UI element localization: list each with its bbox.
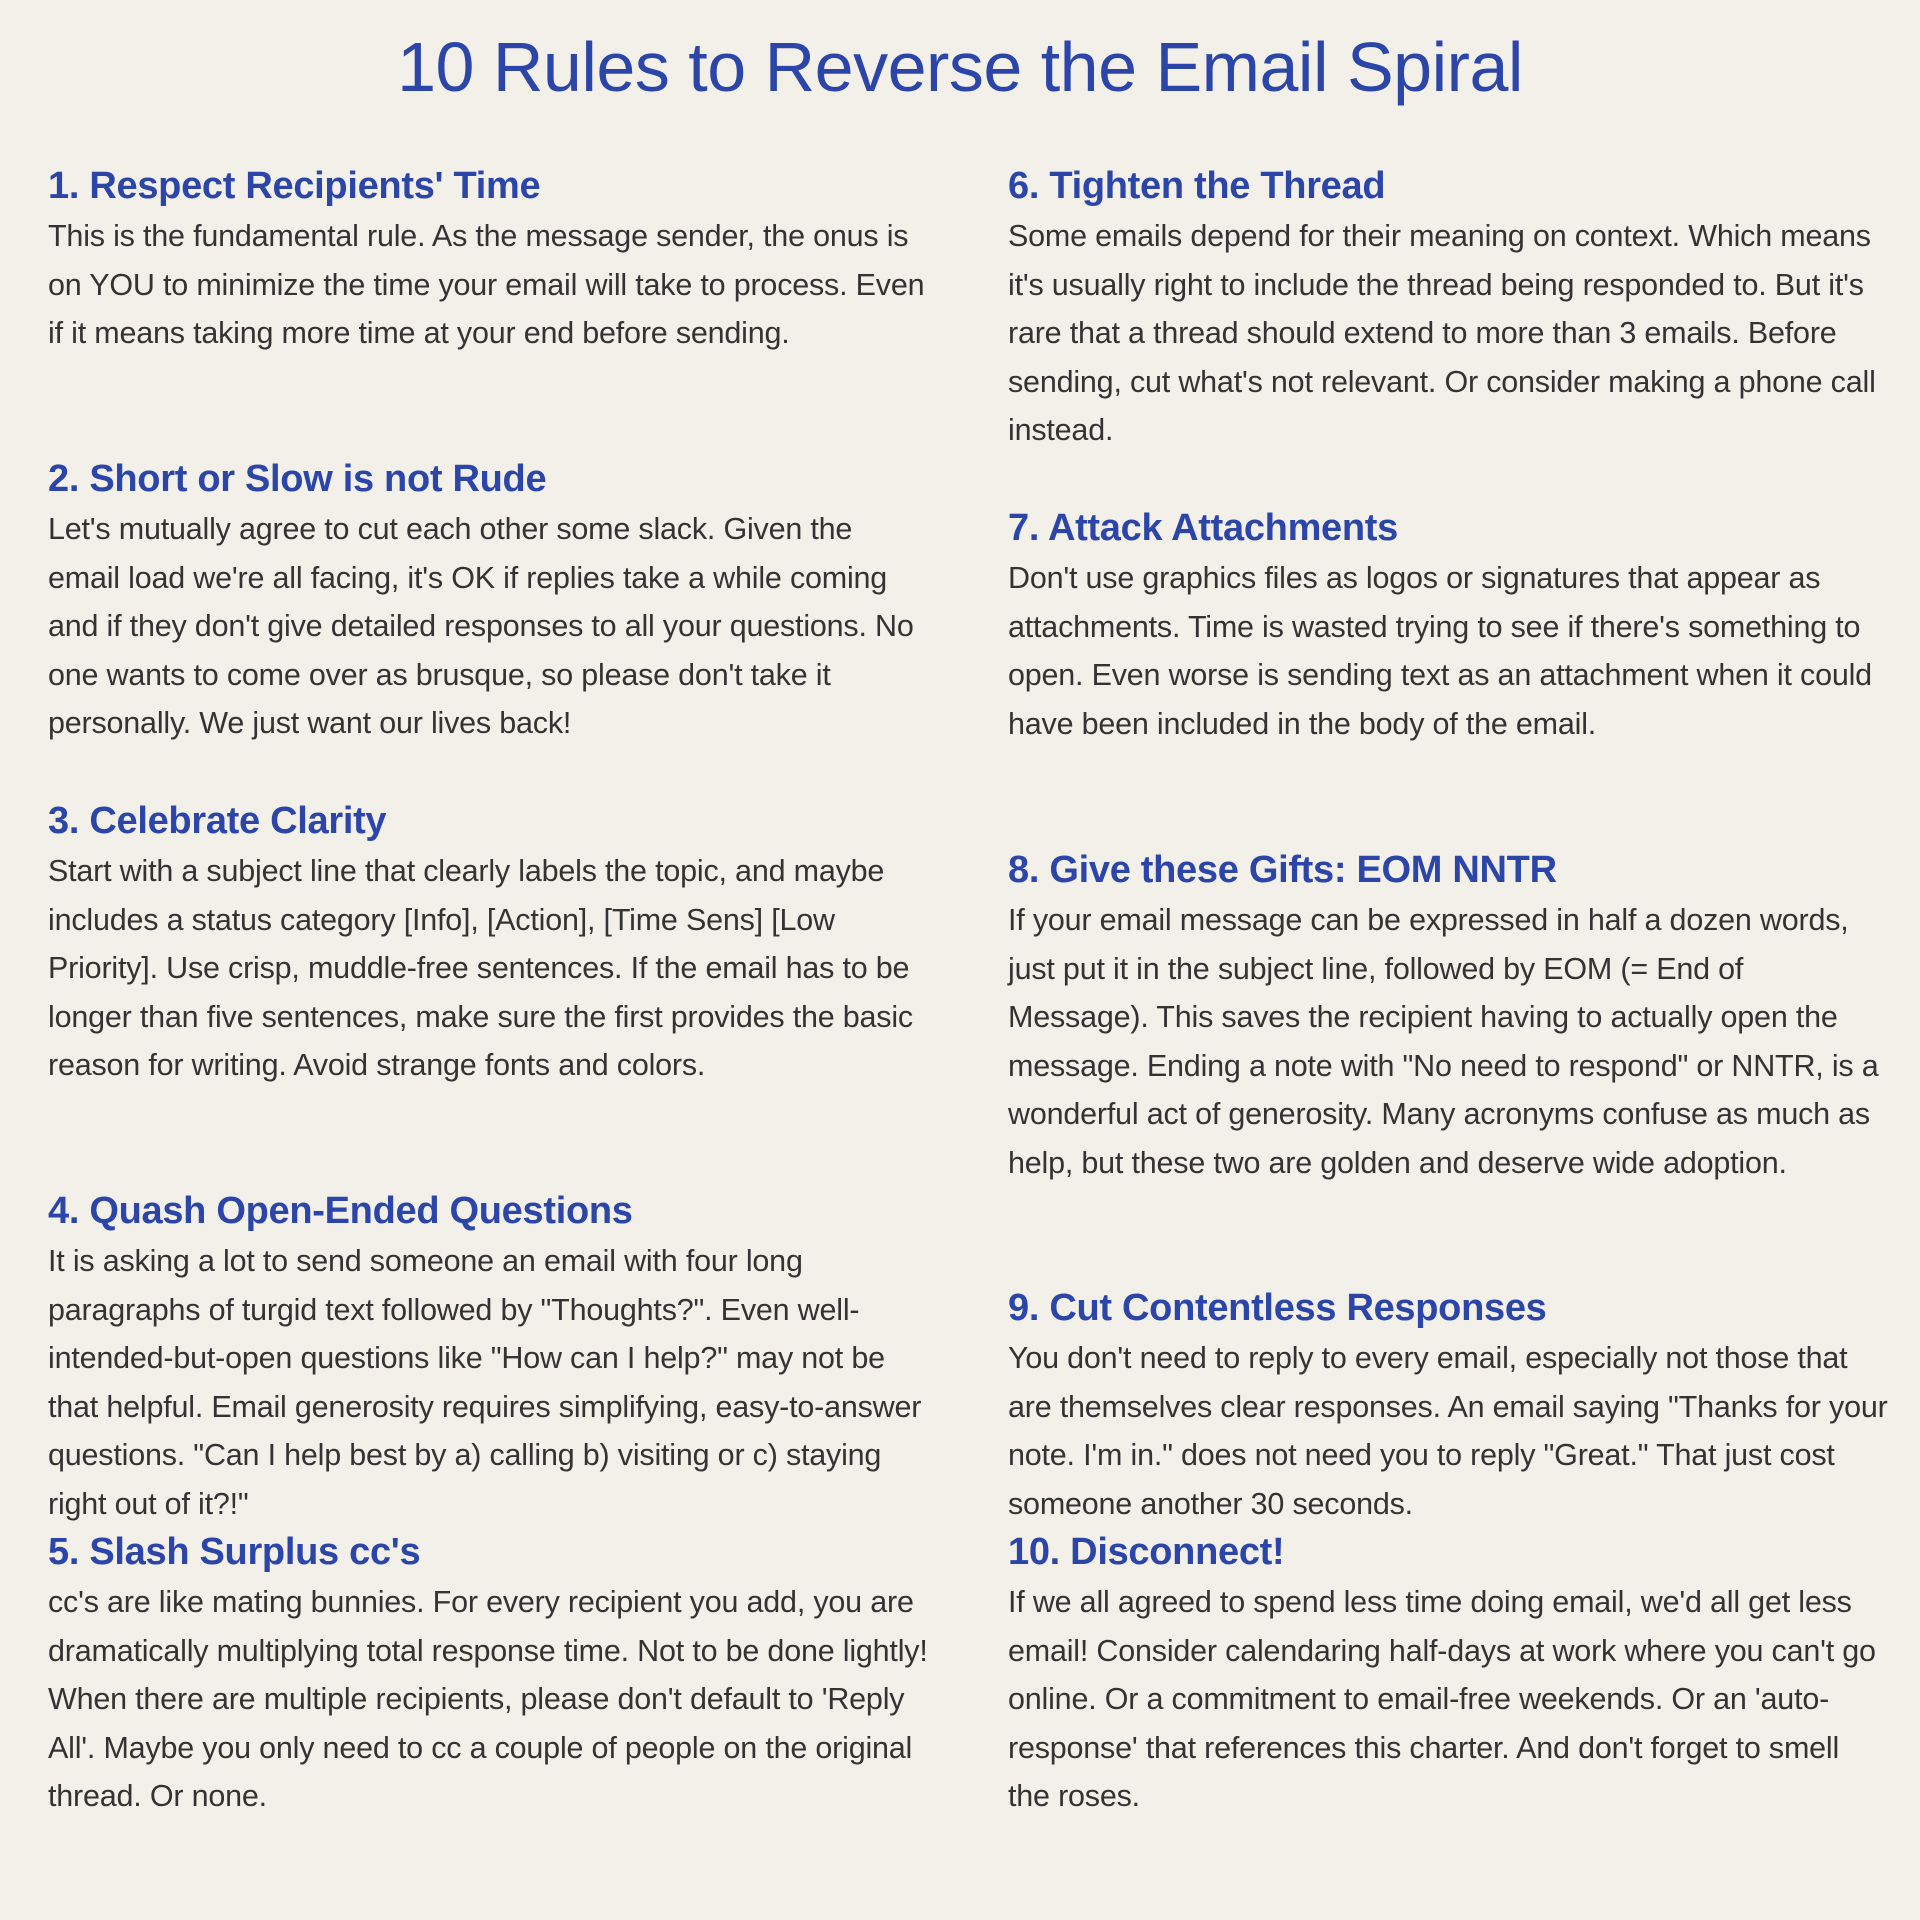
rule-body: cc's are like mating bunnies. For every recipient you add, you are dramatically multiplying total response time. Not to be done lightly! When there are multiple recipients, please don't default to 'Reply All'. Maybe you only need to cc a couple of people on the original thread. Or none. [48, 1585, 928, 1813]
rule-heading: 10. Disconnect! [1008, 1531, 1285, 1573]
rule-5 [48, 1526, 928, 1821]
rule-body: Don't use graphics files as logos or signatures that appear as attachments. Time is wasted trying to see if there's something to open. Even worse is sending text as an attachment when it could have been included in the body of the email. [1008, 561, 1872, 741]
rule-8 [1008, 844, 1888, 1187]
rule-body: This is the fundamental rule. As the message sender, the onus is on YOU to minimize the time your email will take to process. Even if it means taking more time at your end before sending. [48, 219, 925, 350]
rule-body: Some emails depend for their meaning on context. Which means it's usually right to include the thread being responded to. But it's rare that a thread should extend to more than 3 emails. Before sending, cut what's not relevant. Or consider making a phone call instead. [1008, 219, 1876, 447]
rule-body: You don't need to reply to every email, especially not those that are themselves clear responses. An email saying "Thanks for your note. I'm in." does not need you to reply "Great." That just cost someone another 30 seconds. [1008, 1341, 1888, 1521]
rule-body: It is asking a lot to send someone an email with four long paragraphs of turgid text followed by "Thoughts?". Even well-intended-but-open questions like "How can I help?" may not be that helpful. Email generosity requires simplifying, easy-to-answer questions. "Can I help best by a) calling b) visiting or c) staying right out of it?!" [48, 1244, 922, 1521]
rule-heading: 7. Attack Attachments [1008, 507, 1398, 549]
rule-3 [48, 795, 928, 1090]
rule-body: If your email message can be expressed in half a dozen words, just put it in the subject line, followed by EOM (= End of Message). This saves the recipient having to actually open the message. Ending a note with "No need to respond" or NNTR, is a wonderful act of generosity. Many acronyms confuse as much as help, but these two are golden and deserve wide adoption. [1008, 903, 1879, 1180]
rule-2 [48, 453, 928, 748]
rule-body: If we all agreed to spend less time doing email, we'd all get less email! Consider calendaring half-days at work where you can't go online. Or a commitment to email-free weekends. Or an 'auto-response' that references this charter. And don't forget to smell the roses. [1008, 1585, 1876, 1813]
rule-heading: 6. Tighten the Thread [1008, 165, 1386, 207]
rule-6 [1008, 160, 1888, 455]
rule-heading: 4. Quash Open-Ended Questions [48, 1190, 633, 1232]
rule-heading: 1. Respect Recipients' Time [48, 165, 541, 207]
rule-9 [1008, 1282, 1888, 1528]
rule-heading: 2. Short or Slow is not Rude [48, 458, 547, 500]
rule-heading: 5. Slash Surplus cc's [48, 1531, 421, 1573]
rule-heading: 9. Cut Contentless Responses [1008, 1287, 1547, 1329]
rule-7 [1008, 502, 1888, 748]
page-title: 10 Rules to Reverse the Email Spiral [397, 28, 1523, 106]
rule-4 [48, 1185, 928, 1528]
rule-10 [1008, 1526, 1888, 1821]
rule-heading: 3. Celebrate Clarity [48, 800, 387, 842]
rule-body: Start with a subject line that clearly labels the topic, and maybe includes a status category [Info], [Action], [Time Sens] [Low Priority]. Use crisp, muddle-free sentences. If the email has to be longer than five sentences, make sure the first provides the basic reason for writing. Avoid strange fonts and colors. [48, 854, 913, 1082]
rule-heading: 8. Give these Gifts: EOM NNTR [1008, 849, 1557, 891]
rule-body: Let's mutually agree to cut each other some slack. Given the email load we're all facing, it's OK if replies take a while coming and if they don't give detailed responses to all your questions. No one wants to come over as brusque, so please don't take it personally. We just want our lives back! [48, 512, 914, 740]
rule-1 [48, 160, 928, 358]
